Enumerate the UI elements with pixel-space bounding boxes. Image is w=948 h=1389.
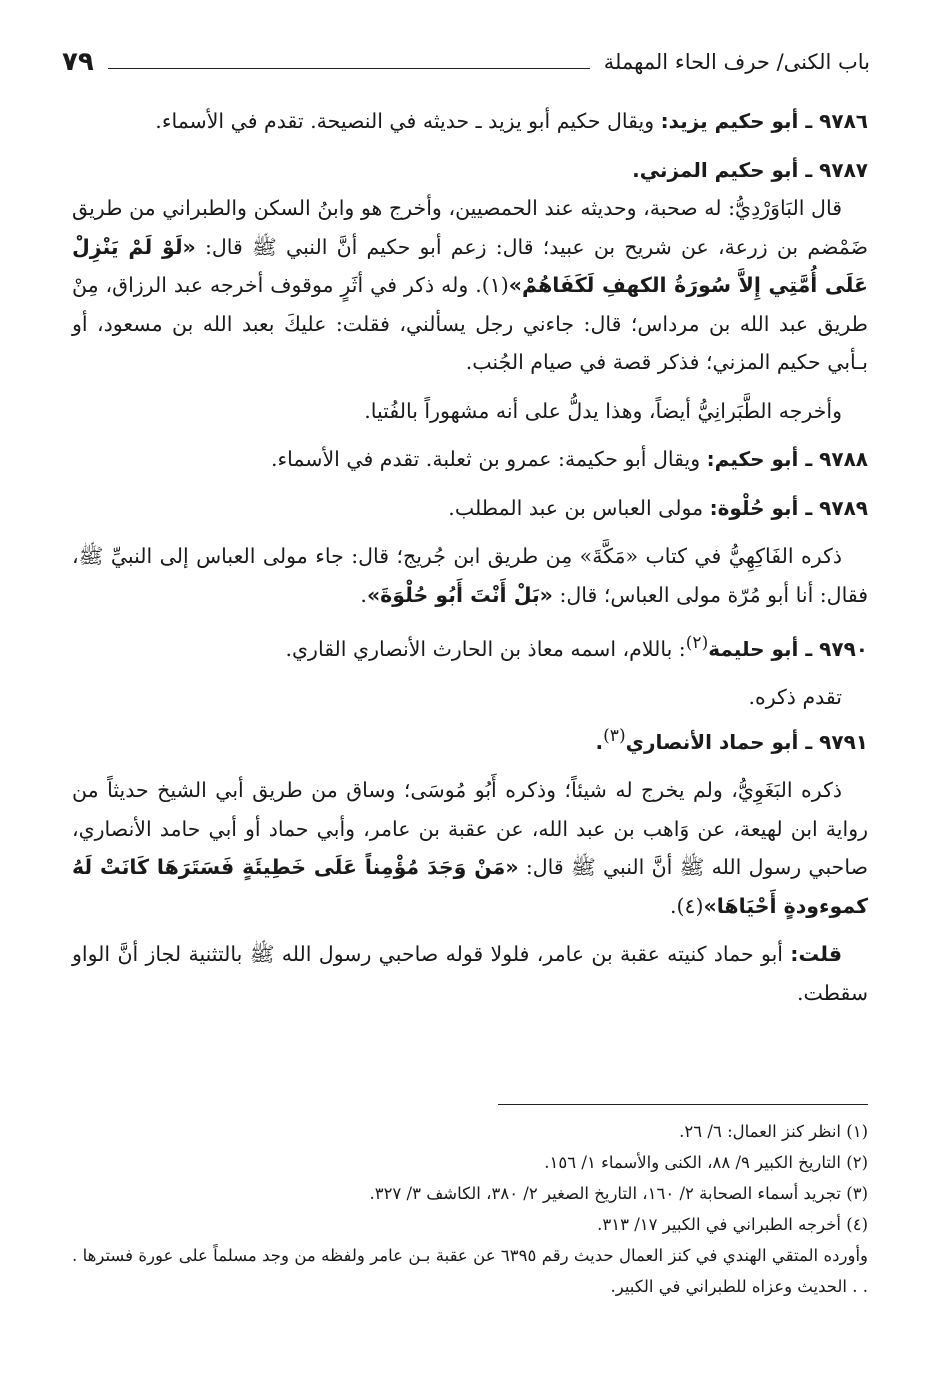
entry-9787 (72, 151, 868, 190)
entry-9789-paragraph-1 (72, 537, 868, 614)
entry-9789 (72, 489, 868, 528)
entry-text: ويقال حكيم أبو يزيد ـ حديثه في النصيحة. تقدم في الأسماء. (155, 109, 661, 133)
footnote-2: (٢) التاريخ الكبير ٩/ ٨٨، الكنى والأسماء ١/ ١٥٦. (544, 1153, 868, 1172)
entry-heading: ٩٧٨٩ ـ أبو حُلْوة: (709, 495, 868, 520)
paragraph-lead: قلت: (790, 942, 842, 967)
entry-heading: ٩٧٨٧ ـ أبو حكيم المزني. (632, 157, 868, 182)
running-title: باب الكنى/ حرف الحاء المهملة (603, 50, 870, 74)
paragraph-text: (١). وله ذكر في أثَرٍ موقوف أخرجه عبد الرزاق، مِنْ طريق عبد الله بن مرداس؛ قال: جاءني رجل يسألني، فقلت: عليكَ بعبد الله بن مسعود، أو بـأبي حكيم المزني؛ فذكر قصة في صيام الجُنب. (72, 273, 868, 374)
entry-heading: ٩٧٩١ ـ أبو حماد الأنصاري (625, 729, 868, 754)
paragraph-text: أبو حماد كنيته عقبة بن عامر، فلولا قوله صاحبي رسول الله ﷺ بالتثنية لجاز أنَّ الواو سقطت. (72, 942, 868, 1005)
header-rule (108, 68, 590, 69)
entry-9787-paragraph-2 (72, 392, 868, 431)
paragraph-text: . (360, 582, 367, 607)
paragraph-text: تقدم ذكره. (748, 685, 842, 710)
entry-text: مولى العباس بن عبد المطلب. (448, 495, 710, 520)
hadith-quote: «مَنْ وَجَدَ مُؤْمِناً عَلَى خَطِيئَةٍ فَسَتَرَهَا كَانَتْ لَهُ كموءودةٍ أَحْيَاهَا» (72, 855, 868, 918)
entry-9787-paragraph-1 (72, 189, 868, 382)
paragraph-text: وأخرجه الطَّبَرانِيُّ أيضاً، وهذا يدلُّ على أنه مشهوراً بالفُتيا. (364, 398, 842, 423)
running-header (62, 40, 870, 84)
entry-9786 (72, 102, 868, 141)
entry-heading-tail: . (595, 729, 604, 754)
entry-9791-paragraph-1 (72, 771, 868, 925)
paragraph-text: (٤). (669, 893, 704, 918)
entry-heading: ٩٧٨٨ ـ أبو حكيم: (706, 447, 868, 471)
footnotes (72, 1116, 868, 1302)
footnote-4: (٤) أخرجه الطبراني في الكبير ١٧/ ٣١٣. (597, 1215, 868, 1234)
paragraph-text: ذكره الفَاكِهِيُّ في كتاب «مَكَّةَ» مِن طريق ابن جُريج؛ قال: جاء مولى العباس إلى النبيِّ ﷺ، فقال: أنا أبو مُرّة مولى العباس؛ قال: (72, 544, 868, 607)
entry-9790 (72, 624, 868, 668)
paragraph-text: ذكره البَغَوِيُّ، ولم يخرج له شيئاً؛ وذكره أَبُو مُوسَى؛ وساق من طريق أبي الشيخ حديثاً من رواية ابن لهيعة، عن وَاهب بن عبد الله، عن عقبة بن عامر، وأبي حماد أو أبي حامد الأنصاري، صاحبي رسول الله ﷺ أنَّ النبي ﷺ قال: (72, 778, 868, 880)
entry-heading: ٩٧٩٠ ـ أبو حليمة (708, 636, 868, 661)
entry-9788 (72, 440, 868, 479)
footnote-4-continuation: وأورده المتقي الهندي في كنز العمال حديث رقم ٦٣٩٥ عن عقبة بـن عامر ولفظه من وجد مسلماً على عورة فسترها . . . الحديث وعزاه للطبراني في الكبير. (72, 1246, 868, 1296)
footnote-3: (٣) تجريد أسماء الصحابة ٢/ ١٦٠، التاريخ الصغير ٢/ ٣٨٠، الكاشف ٣/ ٣٢٧. (369, 1184, 868, 1203)
entry-text: : باللام، اسمه معاذ بن الحارث الأنصاري القاري. (285, 636, 686, 661)
entry-heading: ٩٧٨٦ ـ أبو حكيم يزيد: (660, 109, 868, 133)
footnote-mark: (٢) (685, 633, 709, 653)
footnote-rule (498, 1104, 868, 1105)
hadith-quote: «بَلْ أَنْتَ أَبُو حُلْوَةَ» (366, 582, 553, 607)
body-text (72, 102, 868, 1022)
entry-9791-paragraph-2 (72, 935, 868, 1012)
footnote-1: (١) انظر كنز العمال: ٦/ ٢٦. (679, 1122, 868, 1141)
footnote-mark: (٣) (603, 725, 626, 746)
page-number: ٧٩ (62, 47, 94, 77)
entry-text: ويقال أبو حكيمة: عمرو بن ثعلبة. تقدم في الأسماء. (271, 447, 707, 471)
paragraph-text: قال البَاوَرْدِيُّ: له صحبة، وحديثه عند الحمصيين، وأخرج هو وابنُ السكن والطبراني من طريق ضَمْضم بن زرعة، عن شريح بن عبيد؛ قال: زعم أبو حكيم أنَّ النبي ﷺ قال: (72, 196, 868, 259)
entry-9791 (72, 717, 868, 761)
hadith-quote: «لَوْ لَمْ يَنْزِلْ عَلَى أُمَّتِي إِلاَّ سُورَةُ الكهفِ لَكَفَاهُمْ» (72, 234, 868, 297)
entry-9790-paragraph-1 (72, 678, 868, 717)
